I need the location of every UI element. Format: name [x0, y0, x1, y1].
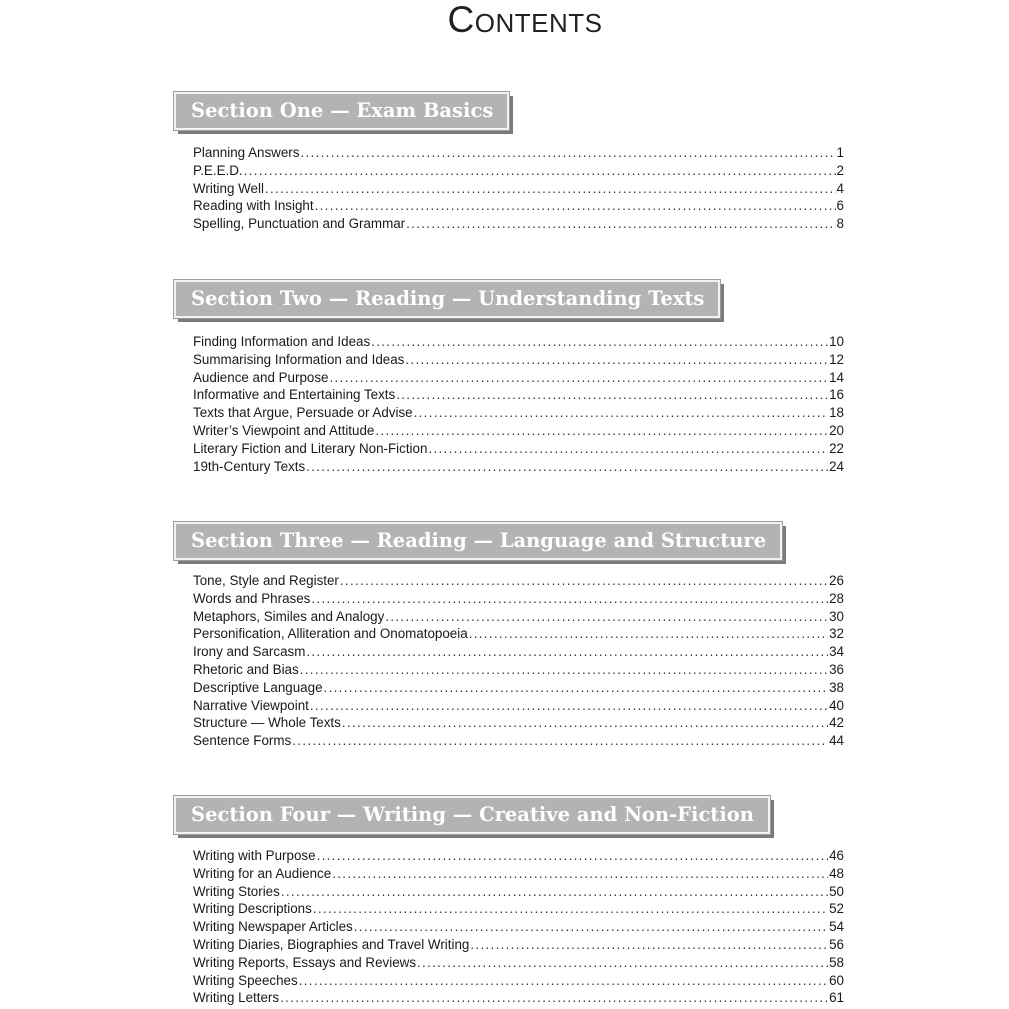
entry-page: 44	[829, 733, 844, 749]
dot-leader	[300, 144, 835, 162]
entry-page: 61	[829, 990, 844, 1006]
entry-page: 16	[829, 387, 844, 403]
page-title: Contents	[447, 0, 603, 40]
entry-title: Spelling, Punctuation and Grammar	[193, 216, 406, 232]
toc-entry[interactable]	[193, 714, 844, 732]
toc-entry[interactable]	[193, 386, 844, 404]
entry-page: 8	[836, 216, 844, 232]
entry-title: Planning Answers	[193, 145, 300, 160]
entry-title: Writing Speeches	[193, 972, 298, 988]
toc-entry[interactable]	[193, 918, 844, 936]
toc-entry[interactable]	[193, 440, 844, 458]
dot-leader	[324, 679, 829, 697]
dot-leader	[332, 865, 828, 883]
dot-leader	[299, 972, 828, 990]
dot-leader	[281, 883, 828, 901]
entry-title: Rhetoric and Bias	[193, 661, 299, 677]
entry-page: 42	[829, 715, 844, 731]
entry-title: Reading with Insight	[193, 198, 314, 214]
toc-entry[interactable]	[193, 162, 844, 180]
toc-entry[interactable]	[193, 936, 844, 954]
toc-list	[174, 333, 844, 475]
dot-leader	[315, 197, 836, 215]
toc-list	[174, 144, 844, 233]
toc-entry[interactable]	[193, 865, 844, 883]
entry-title: Writing Diaries, Biographies and Travel Writing	[193, 936, 470, 952]
entry-page: 38	[829, 679, 844, 695]
entry-page: 26	[829, 573, 844, 588]
entry-title: Irony and Sarcasm	[193, 644, 306, 660]
dot-leader	[306, 458, 828, 476]
entry-title: Words and Phrases	[193, 590, 311, 606]
dot-leader	[371, 333, 828, 351]
toc-list	[174, 572, 844, 750]
dot-leader	[340, 572, 828, 590]
toc-entry[interactable]	[193, 351, 844, 369]
entry-title: Writing Stories	[193, 883, 280, 899]
entry-page: 24	[829, 458, 844, 474]
entry-page: 32	[829, 626, 844, 642]
entry-title: Summarising Information and Ideas	[193, 351, 405, 367]
entry-page: 20	[829, 422, 844, 438]
dot-leader	[406, 215, 835, 233]
entry-title: Descriptive Language	[193, 679, 323, 695]
toc-entry[interactable]	[193, 697, 844, 715]
entry-page: 1	[836, 145, 844, 160]
dot-leader	[342, 714, 828, 732]
toc-entry[interactable]	[193, 458, 844, 476]
toc-entry[interactable]	[193, 422, 844, 440]
toc-entry[interactable]	[193, 900, 844, 918]
dot-leader	[417, 954, 828, 972]
entry-page: 40	[829, 697, 844, 713]
dot-leader	[300, 661, 828, 679]
toc-entry[interactable]	[193, 197, 844, 215]
entry-title: Writing for an Audience	[193, 865, 332, 881]
dot-leader	[280, 989, 828, 1007]
toc-entry[interactable]	[193, 144, 844, 162]
entry-title: Metaphors, Similes and Analogy	[193, 608, 385, 624]
toc-entry[interactable]	[193, 679, 844, 697]
section-exam-basics	[174, 92, 844, 233]
toc-entry[interactable]	[193, 572, 844, 590]
entry-page: 52	[829, 901, 844, 917]
dot-leader	[244, 162, 836, 180]
entry-page: 4	[836, 180, 844, 196]
entry-title: Finding Information and Ideas	[193, 334, 371, 349]
dot-leader	[469, 625, 828, 643]
toc-entry[interactable]	[193, 643, 844, 661]
entry-page: 56	[829, 936, 844, 952]
dot-leader	[311, 590, 828, 608]
entry-title: Writer’s Viewpoint and Attitude	[193, 422, 375, 438]
dot-leader	[375, 422, 828, 440]
entry-title: Writing Letters	[193, 990, 280, 1006]
dot-leader	[385, 608, 828, 626]
entry-title: Tone, Style and Register	[193, 573, 339, 588]
dot-leader	[414, 404, 829, 422]
entry-page: 58	[829, 954, 844, 970]
dot-leader	[428, 440, 828, 458]
entry-page: 12	[829, 351, 844, 367]
section-language-structure	[174, 522, 844, 750]
entry-page: 36	[829, 661, 844, 677]
entry-title: 19th-Century Texts	[193, 458, 306, 474]
entry-page: 48	[829, 865, 844, 881]
dot-leader	[354, 918, 828, 936]
section-heading: Section Four — Writing — Creative and Non-Fiction	[174, 796, 770, 834]
section-creative-non-fiction	[174, 796, 844, 1007]
dot-leader	[405, 351, 828, 369]
section-heading: Section Two — Reading — Understanding Texts	[174, 280, 720, 318]
toc-entry[interactable]	[193, 180, 844, 198]
entry-page: 30	[829, 608, 844, 624]
dot-leader	[310, 697, 828, 715]
entry-title: Structure — Whole Texts	[193, 715, 341, 731]
entry-title: Writing with Purpose	[193, 848, 316, 863]
entry-title: Literary Fiction and Literary Non-Fiction	[193, 440, 428, 456]
dot-leader	[292, 732, 828, 750]
dot-leader	[317, 847, 829, 865]
entry-title: Narrative Viewpoint	[193, 697, 309, 713]
dot-leader	[470, 936, 828, 954]
entry-page: 46	[829, 848, 844, 863]
entry-page: 14	[829, 369, 844, 385]
toc-entry[interactable]	[193, 847, 844, 865]
entry-page: 60	[829, 972, 844, 988]
entry-title: Writing Well	[193, 180, 264, 196]
toc-list	[174, 847, 844, 1007]
toc-entry[interactable]	[193, 954, 844, 972]
section-heading: Section One — Exam Basics	[174, 92, 509, 130]
toc-entry[interactable]	[193, 989, 844, 1007]
entry-title: Informative and Entertaining Texts	[193, 387, 396, 403]
entry-page: 6	[836, 198, 844, 214]
toc-entry[interactable]	[193, 215, 844, 233]
dot-leader	[265, 180, 836, 198]
entry-title: Sentence Forms	[193, 733, 292, 749]
entry-page: 10	[829, 334, 844, 349]
dot-leader	[313, 900, 828, 918]
entry-title: Writing Descriptions	[193, 901, 312, 917]
toc-entry[interactable]	[193, 972, 844, 990]
entry-page: 18	[829, 405, 844, 421]
entry-title: Personification, Alliteration and Onomatopoeia	[193, 626, 468, 642]
entry-page: 34	[829, 644, 844, 660]
toc-entry[interactable]	[193, 404, 844, 422]
entry-title: Texts that Argue, Persuade or Advise	[193, 405, 413, 421]
toc-entry[interactable]	[193, 732, 844, 750]
entry-page: 2	[836, 162, 844, 178]
entry-title: Audience and Purpose	[193, 369, 329, 385]
toc-entry[interactable]	[193, 369, 844, 387]
dot-leader	[330, 369, 829, 387]
section-understanding-texts	[174, 280, 844, 475]
toc-entry[interactable]	[193, 625, 844, 643]
toc-entry[interactable]	[193, 883, 844, 901]
toc-entry[interactable]	[193, 661, 844, 679]
dot-leader	[306, 643, 828, 661]
entry-title: Writing Newspaper Articles	[193, 919, 353, 935]
entry-page: 50	[829, 883, 844, 899]
toc-entry[interactable]	[193, 590, 844, 608]
dot-leader	[396, 386, 828, 404]
toc-entry[interactable]	[193, 608, 844, 626]
toc-entry[interactable]	[193, 333, 844, 351]
entry-page: 28	[829, 590, 844, 606]
entry-page: 54	[829, 919, 844, 935]
entry-page: 22	[829, 440, 844, 456]
section-heading: Section Three — Reading — Language and Structure	[174, 522, 782, 560]
entry-title: Writing Reports, Essays and Reviews	[193, 954, 417, 970]
entry-title: P.E.E.D.	[193, 162, 243, 178]
